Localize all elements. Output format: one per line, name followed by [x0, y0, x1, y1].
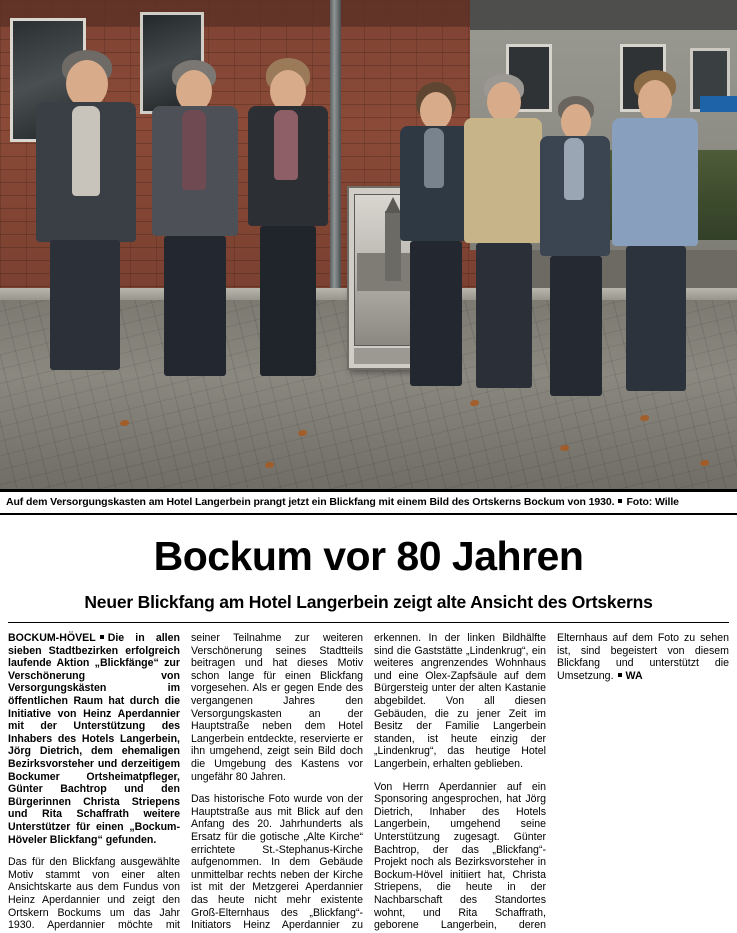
article-paragraph-4-text: Von Herrn Aperdannier auf ein Sponsoring angesprochen, hat Jörg Dietrich, Inhaber des Hotels Langerbein, umgehend seine Unterstützung zugesagt. Günter Bachtrop, der das „Blickfang“-Projekt noch als Bezirksvorsteher in Bockum-Hövel initiiert hat, Christa Striepens, die heute in der Nachbarschaft des Standortes wohnt, und Rita Schaffrath, geborene Langerbein, deren Elternhaus auf dem Foto zu sehen ist, sind begeistert von diesem Blickfang und unterstützt die Umsetzung.: [374, 632, 729, 932]
caption-separator-bullet: [618, 499, 622, 503]
article-paragraph-1: [8, 632, 180, 846]
legs: [550, 256, 602, 396]
legs: [260, 226, 316, 376]
shirt: [182, 110, 206, 190]
person-4: [400, 82, 474, 362]
dateline-bullet: [100, 635, 104, 639]
head: [420, 92, 452, 130]
head: [66, 60, 108, 108]
historic-photo-church-tower: [385, 211, 401, 281]
legs: [410, 241, 462, 386]
caption-rule-bottom: [0, 513, 737, 515]
person-2: [150, 60, 242, 360]
blue-street-sign: [700, 96, 737, 112]
neighbour-building-roof: [470, 0, 737, 30]
shirt: [274, 110, 298, 180]
head: [638, 80, 672, 122]
person-3: [246, 58, 332, 358]
page-title: Bockum vor 80 Jahren: [153, 533, 584, 579]
beige-jacket: [464, 118, 542, 243]
historic-photo-church-spire: [385, 197, 401, 213]
shirt: [612, 118, 698, 246]
photo-caption: [0, 492, 737, 513]
photo-caption-text: Auf dem Versorgungskasten am Hotel Langerbein prangt jetzt ein Blickfang mit einem Bild des Ortskerns Bockum von 1930.: [6, 496, 615, 508]
legs: [50, 240, 120, 370]
photo-credit: Foto: Wille: [626, 496, 679, 508]
article-paragraph-3: Das historische Foto wurde von der Hauptstraße aus mit Blick auf den Anfang des 20. Jahrhunderts als Ersatz für die gotische „Alte Kirche“ errichtete St.-Stephanus-Kirche aufgenommen. In dem Gebäude unmittelbar rechts neben der Kirche ist mit der Metzgerei Aperdannier das heute nicht mehr existente Groß-Elternhaus des „Blickfang“-Initiators Heinz Aperdannier zu erkennen. In der linken Bildhälfte sind die Gaststätte „Lindenkrug“, ein weiteres angrenzendes Wohnhaus und eine Olex-Zapfsäule auf dem Bürgersteig unter der alten Kastanie abgebildet. Von all diesen Gebäuden, die zu jener Zeit im Besitz der Familie Langerbein standen, ist heute einzig der „Lindenkrug“, das heutige Hotel Langerbein, erhalten geblieben.: [191, 632, 546, 932]
person-1: [30, 50, 140, 350]
shirt: [72, 106, 100, 196]
article-paragraph-1-text: Die in allen sieben Stadtbezirken erfolgreich laufende Aktion „Blickfänge“ zur Verschönerung von Versorgungskästen im öffentlichen Raum hat durch die Initiative von Heinz Aperdannier mit der Unterstützung des Inhabers des Hotels Langerbein, Jörg Dietrich, dem ehemaligen Bezirksvorsteher und derzeitigem Bockumer Ortsheimatpfleger, Günter Bachtrop und den Bürgerinnen Christa Striepens und Rita Schaffrath weitere Unterstützer für einen „Bockum-Höveler Blickfang“ gefunden.: [8, 632, 180, 846]
head: [487, 82, 521, 122]
person-6: [540, 96, 614, 371]
dateline: BOCKUM-HÖVEL: [8, 632, 96, 645]
person-7: [612, 70, 702, 365]
legs: [164, 236, 226, 376]
article-signature: WA: [625, 669, 643, 682]
person-5: [464, 74, 546, 364]
scarf: [424, 128, 444, 188]
shirt: [564, 138, 584, 200]
article-paragraph-2: Das für den Blickfang ausgewählte Motiv stammt von einer alten Ansichtskarte aus dem Fundus von Heinz Aperdannier und zeigt den Ortskern Bockums um das Jahr 1930. Aperdannier möchte mit seiner Teilnahme zur weiteren Verschönerung seines Stadtteils beitragen und hat dieses Motiv schon lange für einen Blickfang vorgesehen. Als er gegen Ende des vergangenen Jahres den Versorgungskasten an der Hauptstraße neben dem Hotel Langerbein entdeckte, reservierte er ihn umgehend, zeigt sein Bild doch die Umgebung des Kastens vor ungefähr 80 Jahren.: [8, 632, 363, 932]
head: [561, 104, 591, 140]
subheadline: Neuer Blickfang am Hotel Langerbein zeigt alte Ansicht des Ortskerns: [84, 592, 653, 613]
signature-bullet: [618, 673, 622, 677]
legs: [476, 243, 532, 388]
subhead-divider: [8, 622, 729, 623]
legs: [626, 246, 686, 391]
article-body: [8, 632, 729, 932]
